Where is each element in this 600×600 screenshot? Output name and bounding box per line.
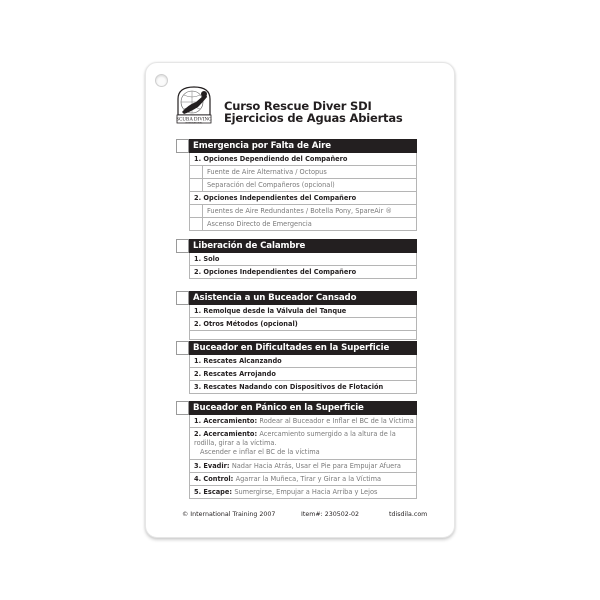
item-description: Nadar Hacia Atrás, Usar el Pie para Empujar Afuera — [231, 462, 401, 470]
sub-item-checkbox[interactable] — [190, 179, 203, 191]
sub-item-text: Fuente de Aire Alternativa / Octopus — [207, 168, 327, 176]
item-label: 1. Acercamiento: — [194, 417, 258, 425]
sub-item-row — [190, 218, 416, 231]
copyright-text: © International Training 2007 — [182, 511, 276, 518]
item-row — [190, 486, 416, 499]
sub-item-text: Ascenso Directo de Emergencia — [207, 220, 312, 228]
title-line-1: Curso Rescue Diver SDI — [224, 99, 372, 113]
section-checkbox[interactable] — [176, 401, 189, 415]
item-row: 2. Opciones Independientes del Compañero — [190, 266, 416, 279]
item-description: Acercamiento sumergido a la altura de la rodilla, girar a la víctima. — [194, 430, 396, 447]
section-rows — [189, 415, 417, 499]
section-rows — [189, 253, 417, 279]
item-row: 1. Rescates Alcanzando — [190, 355, 416, 368]
section-header — [176, 341, 417, 355]
checklist-section — [176, 239, 417, 279]
section-header — [176, 401, 417, 415]
item-label: 4. Control: — [194, 475, 234, 483]
item-extra: Ascender e inflar el BC de la víctima — [200, 448, 320, 456]
svg-text:SCUBA DIVING: SCUBA DIVING — [176, 117, 212, 123]
item-row: 2. Rescates Arrojando — [190, 368, 416, 381]
item-row — [190, 415, 416, 428]
sub-item-text: Separación del Compañeros (opcional) — [207, 181, 335, 189]
item-description: Rodear al Buceador e Inflar el BC de la Víctima — [259, 417, 414, 425]
sub-item-row — [190, 166, 416, 179]
item-row: 2. Otros Métodos (opcional) — [190, 318, 416, 331]
section-title: Buceador en Pánico en la Superficie — [189, 401, 417, 415]
sdi-logo-icon — [176, 85, 212, 124]
section-checkbox[interactable] — [176, 341, 189, 355]
section-header — [176, 239, 417, 253]
item-label: 5. Escape: — [194, 488, 233, 496]
item-row — [190, 428, 416, 460]
sub-item-text: Fuentes de Aire Redundantes / Botella Pony, SpareAir ® — [207, 207, 393, 215]
section-title: Liberación de Calambre — [189, 239, 417, 253]
item-row — [190, 473, 416, 486]
sub-item-row — [190, 179, 416, 192]
section-title: Buceador en Dificultades en la Superficie — [189, 341, 417, 355]
section-checkbox[interactable] — [176, 239, 189, 253]
item-number: Item#: 230502-02 — [301, 511, 360, 518]
item-row: 3. Rescates Nadando con Dispositivos de Flotación — [190, 381, 416, 394]
title-line-2: Ejercicios de Aguas Abiertas — [224, 111, 403, 125]
item-description: Agarrar la Muñeca, Tirar y Girar a la Víctima — [235, 475, 382, 483]
section-checkbox[interactable] — [176, 139, 189, 153]
item-row — [190, 460, 416, 473]
sub-item-checkbox[interactable] — [190, 218, 203, 230]
item-row: 1. Solo — [190, 253, 416, 266]
item-row: 1. Opciones Dependiendo del Compañero — [190, 153, 416, 166]
item-label: 3. Evadir: — [194, 462, 230, 470]
item-label: 2. Acercamiento: — [194, 430, 258, 438]
sub-item-checkbox[interactable] — [190, 205, 203, 217]
section-header — [176, 291, 417, 305]
item-row: 1. Remolque desde la Válvula del Tanque — [190, 305, 416, 318]
blank-row — [190, 331, 416, 340]
lanyard-hole — [155, 74, 168, 87]
section-rows — [189, 153, 417, 231]
section-title: Asistencia a un Buceador Cansado — [189, 291, 417, 305]
section-rows — [189, 305, 417, 340]
section-header — [176, 139, 417, 153]
slate-card — [145, 62, 455, 538]
checklist-section — [176, 139, 417, 231]
sub-item-checkbox[interactable] — [190, 166, 203, 178]
section-checkbox[interactable] — [176, 291, 189, 305]
item-description: Sumergirse, Empujar a Hacia Arriba y Lejos — [234, 488, 378, 496]
checklist-section — [176, 341, 417, 394]
sub-item-row — [190, 205, 416, 218]
card-title — [224, 100, 403, 124]
checklist-section — [176, 401, 417, 499]
section-title: Emergencia por Falta de Aire — [189, 139, 417, 153]
checklist-section — [176, 291, 417, 340]
website-text: tdisdila.com — [389, 511, 428, 518]
item-row: 2. Opciones Independientes del Compañero — [190, 192, 416, 205]
section-rows — [189, 355, 417, 394]
svg-text:INTERNATIONAL: INTERNATIONAL — [185, 122, 203, 124]
